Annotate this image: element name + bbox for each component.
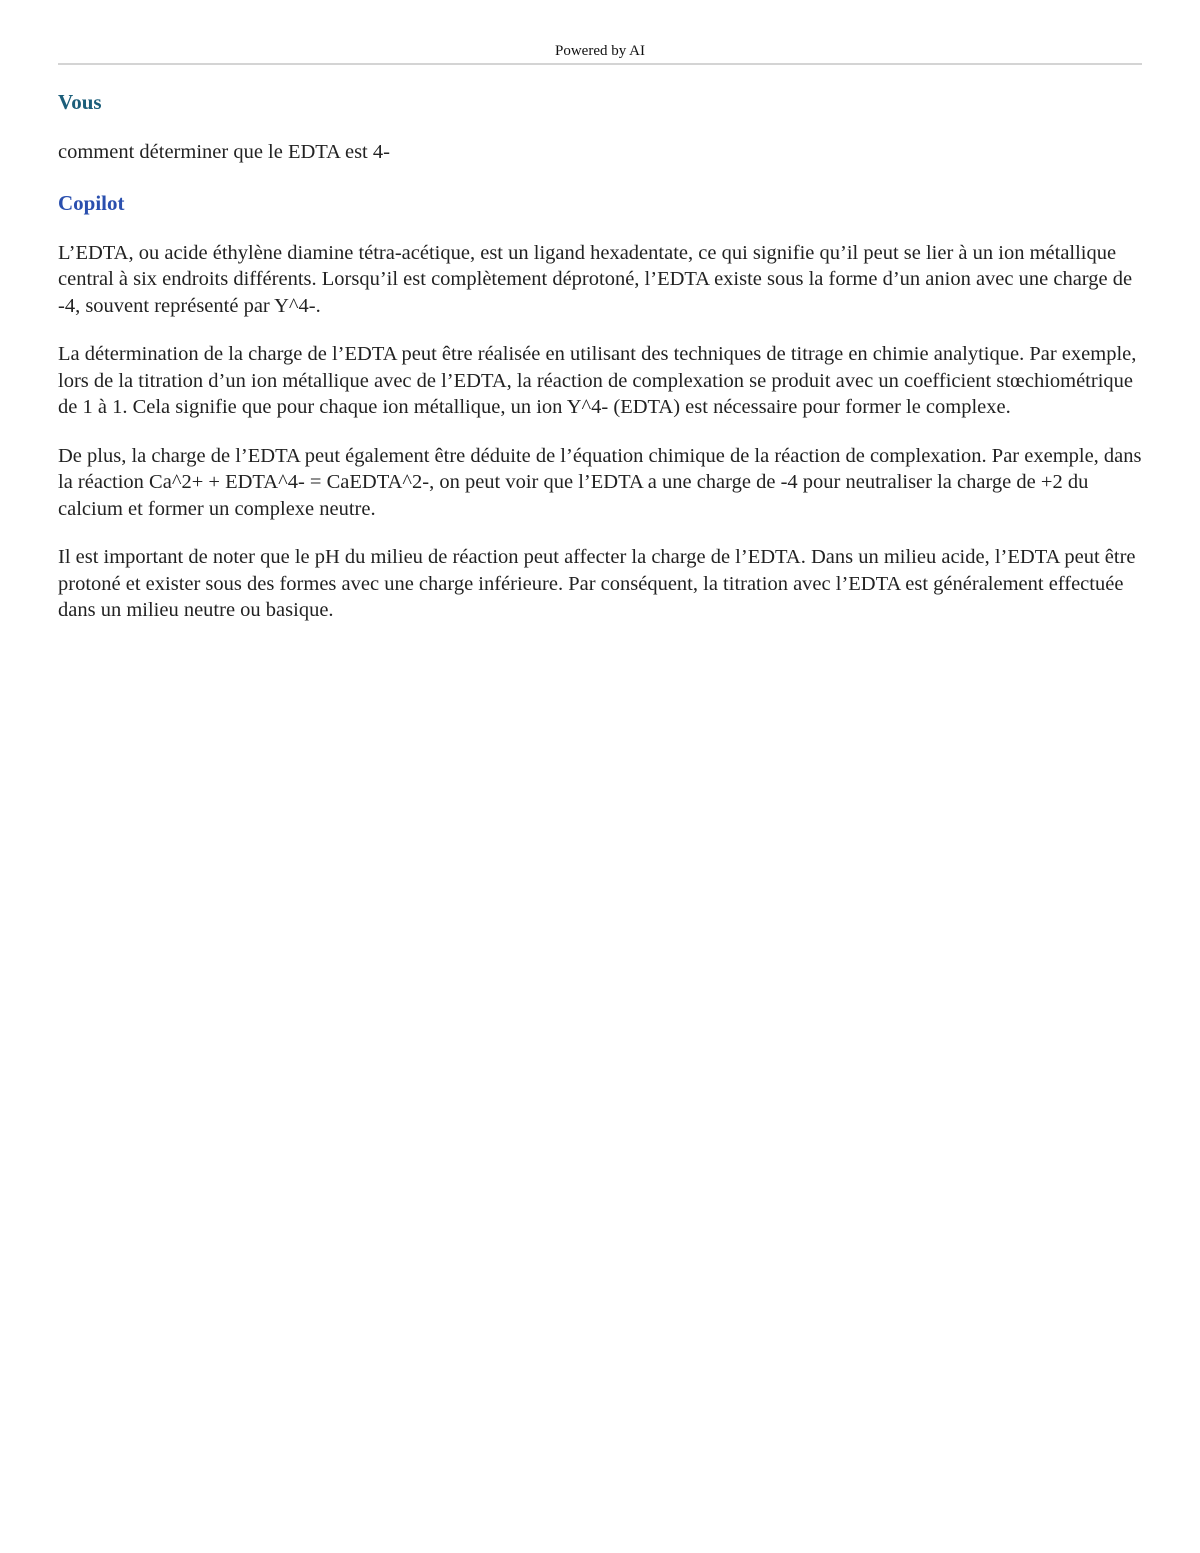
user-speaker-label: Vous (58, 90, 102, 114)
assistant-speaker-label: Copilot (58, 190, 125, 215)
user-turn (58, 89, 1142, 166)
assistant-paragraph-4: Il est important de noter que le pH du milieu de réaction peut affecter la charge de l’EDTA. Dans un milieu acide, l’EDTA peut être protoné et exister sous des formes avec une charge inférieure. Par conséquent, la titration avec l’EDTA est généralement effectuée dans un milieu neutre ou basique. (58, 546, 1136, 621)
assistant-paragraph-3: De plus, la charge de l’EDTA peut également être déduite de l’équation chimique de la réaction de complexation. Par exemple, dans la réaction Ca^2+ + EDTA^4- = CaEDTA^2-, on peut voir que l’EDTA a une charge de -4 pour neutraliser la charge de +2 du calcium et former un complexe neutre. (58, 444, 1142, 520)
user-message: comment déterminer que le EDTA est 4- (58, 141, 390, 163)
assistant-turn (58, 190, 1142, 624)
assistant-paragraph-2: La détermination de la charge de l’EDTA peut être réalisée en utilisant des techniques de titrage en chimie analytique. Par exemple, lors de la titration d’un ion métallique avec de l’EDTA, la réaction de complexation se produit avec un coefficient stœchiométrique de 1 à 1. Cela signifie que pour chaque ion métallique, un ion Y^4- (EDTA) est nécessaire pour former le complexe. (58, 343, 1137, 418)
document-page (58, 40, 1142, 624)
page-header: Powered by AI (58, 40, 1142, 65)
assistant-paragraph-1: L’EDTA, ou acide éthylène diamine tétra-acétique, est un ligand hexadentate, ce qui signifie qu’il peut se lier à un ion métallique central à six endroits différents. Lorsqu’il est complètement déprotoné, l’EDTA existe sous la forme d’un anion avec une charge de -4, souvent représenté par Y^4-. (58, 241, 1133, 317)
